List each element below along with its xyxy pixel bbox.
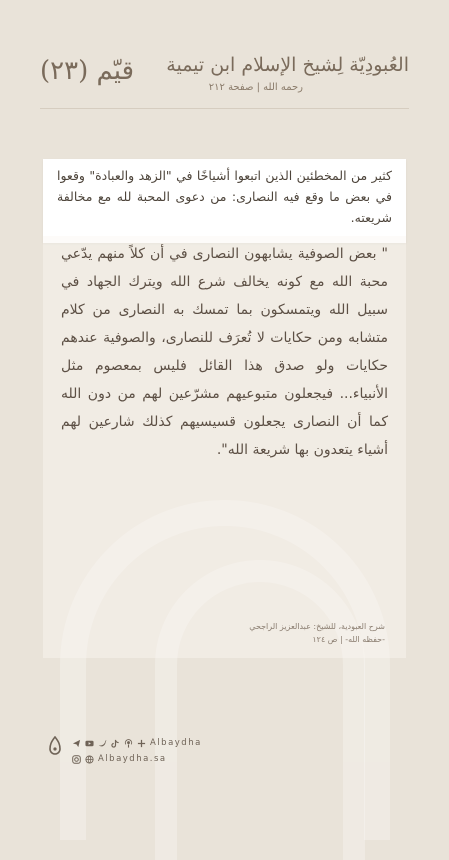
header-divider	[40, 108, 409, 109]
highlight-box	[43, 159, 406, 243]
source-line-2: -حفظه الله- | ص ١٢٤	[312, 635, 385, 644]
quote-box	[43, 236, 406, 658]
book-title: العُبودِيّة لِشيخ الإسلام ابن تيمية	[166, 54, 409, 76]
footer-handle[interactable]: Albaydha	[150, 738, 202, 748]
source-line-1: شرح العبودية، للشيخ: عبدالعزيز الراجحي	[249, 622, 385, 631]
footer-website[interactable]: Albaydha.sa	[98, 754, 167, 764]
podcast-icon[interactable]	[124, 739, 133, 748]
brand-logo-icon	[48, 736, 62, 756]
footer-social-row	[72, 737, 202, 749]
source-citation	[249, 620, 385, 646]
globe-icon[interactable]	[85, 755, 94, 764]
highlight-text: كثير من المخطئين الذين اتبعوا أشياخًا في "الزهد والعبادة" وقعوا في بعض ما وقع فيه النصارى: من دعوى المحبة لله مع مخالفة شريعته.	[57, 168, 392, 225]
tiktok-icon[interactable]	[111, 739, 120, 748]
footer-web-row	[72, 753, 167, 765]
youtube-icon[interactable]	[85, 739, 94, 748]
instagram-icon[interactable]	[72, 755, 81, 764]
telegram-icon[interactable]	[72, 739, 81, 748]
book-meta: رحمه الله | صفحة ٢١٢	[208, 82, 303, 93]
twitter-icon[interactable]	[98, 739, 107, 748]
quote-text: " بعض الصوفية يشابهون النصارى في أن كلاً منهم يدّعي محبة الله مع كونه يخالف شرع الله ويترك الجهاد في سبيل الله ويتمسكون بما تمسك به النصارى من كلام متشابه ومن حكايات لا تُعرَف للنصارى، والصوفية عندهم حكايات ولو صدق هذا القائل فليس بمعصوم مثل الأنبياء... فيجعلون متبوعيهم مشرّعين لهم من دون الله كما أن النصارى يجعلون قسيسيهم كذلك شارعين لهم أشياء يتعدون بها شريعة الله".	[61, 246, 388, 458]
plus-icon[interactable]	[137, 739, 146, 748]
header	[0, 48, 449, 108]
series-number: قيّم (٢٣)	[40, 56, 135, 86]
